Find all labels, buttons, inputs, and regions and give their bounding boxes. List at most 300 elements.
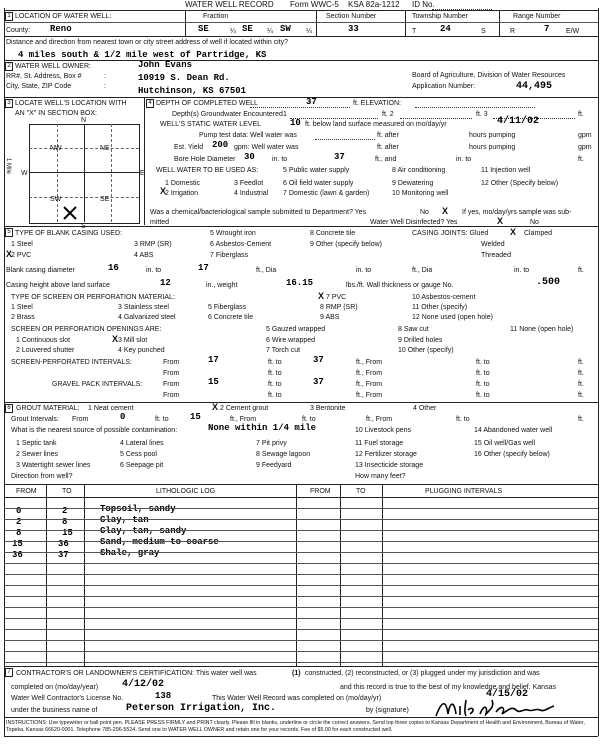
sw-label: SW xyxy=(50,196,62,203)
ft-after: ft. after xyxy=(377,132,399,139)
source-13[interactable]: 13 Insecticide storage xyxy=(355,462,424,469)
screen-2[interactable]: 2 Brass xyxy=(11,314,35,321)
gravel-from[interactable]: 15 xyxy=(208,377,219,387)
ft: ft. xyxy=(578,111,584,118)
static-value[interactable]: 10 xyxy=(290,118,301,128)
ft-from: ft., From xyxy=(356,370,383,377)
contam-value[interactable]: None within 1/4 mile xyxy=(208,423,317,433)
colon: : xyxy=(104,83,106,90)
owner-street[interactable]: 10919 S. Dean Rd. xyxy=(138,73,230,83)
rule xyxy=(4,36,598,37)
fraction-1[interactable]: SE xyxy=(198,24,209,34)
log-row-rule xyxy=(4,607,598,608)
gw-3: ft. 3 xyxy=(476,111,488,118)
in-to: in. to xyxy=(456,156,472,163)
owner-city[interactable]: Hutchinson, KS 67501 xyxy=(138,86,247,96)
section-number: 4 xyxy=(146,99,154,108)
log-to[interactable]: 36 xyxy=(58,539,69,549)
use-4[interactable]: 4 Industrial xyxy=(234,190,269,197)
bore-value[interactable]: 30 xyxy=(244,152,255,162)
yield-rest: gpm: Well water was xyxy=(234,144,299,151)
to: ft. to xyxy=(476,392,490,399)
from: From xyxy=(163,370,180,377)
west-label: W xyxy=(21,170,28,177)
chem-no[interactable]: No xyxy=(420,209,429,216)
owner-label: WATER WELL OWNER: xyxy=(15,63,91,70)
id-number-label: ID No. xyxy=(412,0,435,9)
ft: ft. xyxy=(578,359,584,366)
use-7[interactable]: 7 Domestic (lawn & garden) xyxy=(283,190,370,197)
opening-11[interactable]: 11 None (open hole) xyxy=(510,326,574,333)
contam-label: What is the nearest source of possible contamination: xyxy=(11,427,178,434)
bore-label: Bore Hole Diameter xyxy=(174,156,236,163)
ft-from: ft., From xyxy=(356,359,383,366)
opening-8[interactable]: 8 Saw cut xyxy=(398,326,429,333)
rule xyxy=(29,197,139,198)
log-from[interactable]: 2 xyxy=(16,517,22,527)
depth-value[interactable]: 37 xyxy=(306,97,317,107)
yield-label: Est. Yield xyxy=(174,144,204,151)
rule xyxy=(4,736,598,737)
ft-from: ft., From xyxy=(366,416,393,423)
distance-value[interactable]: 4 miles south & 1/2 mile west of Partridge, KS xyxy=(18,50,267,60)
log-row-rule xyxy=(4,508,598,509)
static-date[interactable]: 4/11/02 xyxy=(497,116,540,127)
rule xyxy=(185,10,186,36)
location-label: LOCATION OF WATER WELL: xyxy=(15,13,112,20)
opening-7[interactable]: 7 Torch cut xyxy=(266,347,301,354)
log-row-rule xyxy=(4,662,598,663)
colon: : xyxy=(104,73,106,80)
blank-in-to: in. to xyxy=(146,267,162,274)
log-from[interactable]: 0 xyxy=(16,506,22,516)
log-to-header: TO xyxy=(62,488,72,495)
rule xyxy=(499,10,500,36)
yield-value[interactable]: 200 xyxy=(212,140,229,150)
rule xyxy=(4,666,598,667)
chem-rest: If yes, mo/day/yrs sample was sub- xyxy=(462,209,572,216)
to: ft. to xyxy=(268,359,282,366)
rule xyxy=(405,10,406,36)
gravel-label: GRAVEL PACK INTERVALS: xyxy=(52,381,143,388)
elevation-label: ft. ELEVATION: xyxy=(353,100,401,107)
grout-from[interactable]: 0 xyxy=(120,412,126,422)
range-ew: E/W xyxy=(566,28,580,35)
screen-pvc-checkmark: X xyxy=(318,291,325,301)
ft-from: ft., From xyxy=(230,416,257,423)
bore-to-value[interactable]: 37 xyxy=(334,152,345,162)
disinfected-yes-checkmark: X xyxy=(497,216,504,226)
casing-4[interactable]: 4 ABS xyxy=(134,252,154,259)
frame-right xyxy=(598,8,599,736)
gpm: gpm xyxy=(578,144,592,151)
application-label: Application Number: xyxy=(412,83,476,90)
use-5[interactable]: 5 Public water supply xyxy=(283,167,350,174)
welded[interactable]: Welded xyxy=(481,241,505,248)
nw-label: NW xyxy=(50,145,62,152)
log-desc[interactable]: Clay, tan xyxy=(100,515,149,525)
screen-6[interactable]: 6 Concrete tile xyxy=(208,314,254,321)
static-label: WELL'S STATIC WATER LEVEL xyxy=(160,121,262,128)
openings-label: SCREEN OR PERFORATION OPENINGS ARE: xyxy=(11,326,162,333)
blank-diam[interactable]: 16 xyxy=(108,263,119,273)
opening-6[interactable]: 6 Wire wrapped xyxy=(266,337,316,344)
business-name[interactable]: Peterson Irrigation, Inc. xyxy=(126,703,277,714)
chem-mitted: mitted xyxy=(150,219,170,226)
rule xyxy=(4,497,598,498)
opening-5[interactable]: 5 Gauzed wrapped xyxy=(266,326,326,333)
plug-header: PLUGGING INTERVALS xyxy=(425,488,503,495)
log-from[interactable]: 36 xyxy=(12,550,23,560)
rule xyxy=(4,226,598,227)
mile-label: 1 Mile xyxy=(5,158,11,175)
opening-3[interactable]: 3 Mill slot xyxy=(118,337,148,344)
license-rest: This Water Well Record was completed on (mo/day/yr) xyxy=(212,695,382,702)
use-10[interactable]: 10 Monitoring well xyxy=(392,190,449,197)
ft: ft. xyxy=(578,370,584,377)
screen-7[interactable]: 7 PVC xyxy=(326,294,347,301)
use-1[interactable]: 1 Domestic xyxy=(165,180,201,187)
instructions: INSTRUCTIONS: Use typewriter or ball point pen. PLEASE PRESS FIRMLY and PRINT clearly. Please fill in blanks, underline or circle the correct answers. Send top three copies to Kansas Department of Health and Environment, Bureau of Water, Topeka, Kansas 66620-0001. Telephone 785-296-5524. Send one to WATER WELL OWNER and retain one for your records. Fee of $5.00 for each constructed well. xyxy=(6,720,585,733)
blank-in-to: in. to xyxy=(356,267,372,274)
signature[interactable] xyxy=(432,696,562,722)
blank-dia: ft., Dia xyxy=(256,267,277,274)
screen-9[interactable]: 9 ABS xyxy=(320,314,340,321)
log-row-rule xyxy=(4,563,598,564)
chem-label: Was a chemical/bacteriological sample submitted to Department? Yes xyxy=(150,209,367,216)
use-8[interactable]: 8 Air conditioning xyxy=(392,167,446,174)
chem-no-checkmark: X xyxy=(442,206,449,216)
threaded[interactable]: Threaded xyxy=(481,252,511,259)
completed-date[interactable]: 4/12/02 xyxy=(122,679,165,690)
hours-pumping: hours pumping xyxy=(469,144,516,151)
frame-left xyxy=(4,8,5,736)
rule xyxy=(4,717,598,718)
quarter-mark: ¼ xyxy=(267,28,273,35)
opening-1[interactable]: 1 Continuous slot xyxy=(16,337,71,344)
source-2[interactable]: 2 Sewer lines xyxy=(16,451,59,458)
township-t: T xyxy=(412,28,417,35)
license-label: Water Well Contractor's License No. xyxy=(11,695,124,702)
rule xyxy=(29,148,139,149)
gw-1: 1 xyxy=(283,111,287,118)
casing-2[interactable]: 2 PVC xyxy=(11,252,32,259)
log-desc[interactable]: Clay, tan, sandy xyxy=(100,526,187,536)
log-row-rule xyxy=(4,574,598,575)
quarter-mark: ¼ xyxy=(306,28,312,35)
static-rest: ft. below land surface measured on mo/day/yr xyxy=(305,121,447,128)
grout-intervals-label: Grout Intervals: xyxy=(11,416,59,423)
log-row-rule xyxy=(4,651,598,652)
pump-test-label: Pump test data: Well water was xyxy=(199,132,297,139)
rule xyxy=(29,172,139,173)
use-2[interactable]: 2 Irrigation xyxy=(165,190,199,197)
blank-to[interactable]: 17 xyxy=(198,263,209,273)
township-s: S xyxy=(481,28,486,35)
log-desc[interactable]: Topsoil, sandy xyxy=(100,504,176,514)
owner-city-label: City, State, ZIP Code xyxy=(6,83,72,90)
form-title: WATER WELL RECORD xyxy=(185,0,274,9)
ft: ft. xyxy=(578,156,584,163)
log-from[interactable]: 8 xyxy=(16,528,22,538)
log-from[interactable]: 15 xyxy=(12,539,23,549)
ft-from: ft., From xyxy=(356,381,383,388)
ne-label: NE xyxy=(100,145,110,152)
to: ft. to xyxy=(476,370,490,377)
section-number: 3 xyxy=(5,99,13,108)
rule xyxy=(46,484,47,666)
signature-label: by (signature) xyxy=(366,707,409,714)
weight-value[interactable]: 16.15 xyxy=(286,278,314,288)
rule xyxy=(144,97,145,225)
fraction-label: Fraction xyxy=(203,13,229,20)
ft: ft. xyxy=(578,267,584,274)
opening-10[interactable]: 10 Other (specify) xyxy=(398,347,454,354)
business-label: under the business name of xyxy=(11,707,98,714)
well-location-x-mark xyxy=(62,205,78,221)
opening-2[interactable]: 2 Louvered shutter xyxy=(16,347,75,354)
source-5[interactable]: 5 Cess pool xyxy=(120,451,157,458)
from: From xyxy=(163,392,180,399)
owner-name[interactable]: John Evans xyxy=(138,60,193,70)
rule xyxy=(250,107,350,108)
casing-9[interactable]: 9 Other (specify below) xyxy=(310,241,382,248)
section-number: 6 xyxy=(5,404,13,413)
locate-label-2: AN "X" IN SECTION BOX: xyxy=(15,110,97,117)
section-value[interactable]: 33 xyxy=(348,24,359,34)
log-desc[interactable]: Shale, gray xyxy=(100,548,160,558)
grout-3[interactable]: 3 Bentonite xyxy=(310,405,346,412)
to: ft. to xyxy=(268,381,282,388)
screen-4[interactable]: 4 Galvanized steel xyxy=(118,314,176,321)
application-number[interactable]: 44,495 xyxy=(516,81,553,92)
disinfected-label: Water Well Disinfected? Yes xyxy=(370,219,458,226)
quarter-mark: ¼ xyxy=(230,28,236,35)
screen-1[interactable]: 1 Steel xyxy=(11,304,33,311)
screen-label: TYPE OF SCREEN OR PERFORATION MATERIAL: xyxy=(11,294,175,301)
screen-5[interactable]: 5 Fiberglass xyxy=(208,304,247,311)
gw-2: ft. 2 xyxy=(382,111,394,118)
section-number: 2 xyxy=(5,62,13,71)
section-number: 1 xyxy=(5,12,13,21)
elevation-line[interactable] xyxy=(415,107,535,108)
source-3[interactable]: 3 Watertight sewer lines xyxy=(16,462,91,469)
screen-int-label: SCREEN-PERFORATED INTERVALS: xyxy=(11,359,132,366)
log-to[interactable]: 37 xyxy=(58,550,69,560)
east-label: E xyxy=(140,170,145,177)
range-r: R xyxy=(510,28,516,35)
weight-label: in., weight xyxy=(206,282,238,289)
county-label: County: xyxy=(6,27,31,34)
county-value[interactable]: Reno xyxy=(50,24,72,34)
ft-after: ft. after xyxy=(377,144,399,151)
opening-9[interactable]: 9 Drilled holes xyxy=(398,337,443,344)
completed-rest: and this record is true to the best of my knowledge and belief. Kansas xyxy=(340,684,556,691)
range-label: Range Number xyxy=(513,13,561,20)
casing-7[interactable]: 7 Fiberglass xyxy=(210,252,249,259)
source-4[interactable]: 4 Lateral lines xyxy=(120,440,164,447)
from: From xyxy=(163,359,180,366)
grout-to[interactable]: 15 xyxy=(190,412,201,422)
source-8[interactable]: 8 Sewage lagoon xyxy=(256,451,311,458)
section-number: 7 xyxy=(5,668,13,677)
ft-to: ft. to xyxy=(155,416,169,423)
grout-4[interactable]: 4 Other xyxy=(413,405,437,412)
use-9[interactable]: 9 Dewatering xyxy=(392,180,434,187)
cement-grout-checkmark: X xyxy=(212,402,219,412)
blank-diam-label: Blank casing diameter xyxy=(6,267,75,274)
north-label: N xyxy=(81,117,87,124)
log-desc[interactable]: Sand, medium to coarse xyxy=(100,537,219,547)
license-number[interactable]: 138 xyxy=(155,691,172,701)
completed-label: completed on (mo/day/year) xyxy=(11,684,99,691)
log-row-rule xyxy=(4,519,598,520)
grout-1[interactable]: 1 Neat cement xyxy=(88,405,134,412)
hours-pumping: hours pumping xyxy=(469,132,516,139)
screen-10[interactable]: 10 Asbestos-cement xyxy=(412,294,476,301)
clamped[interactable]: Clamped xyxy=(524,230,553,237)
source-12[interactable]: 12 Fertilizer storage xyxy=(355,451,417,458)
gw1-line[interactable] xyxy=(290,118,378,119)
grout-label: GROUT MATERIAL: xyxy=(16,405,80,412)
rule xyxy=(84,124,85,222)
source-9[interactable]: 9 Feedyard xyxy=(256,462,292,469)
casing-5[interactable]: 5 Wrought iron xyxy=(210,230,256,237)
gravel-to[interactable]: 37 xyxy=(313,377,324,387)
log-row-rule xyxy=(4,629,598,630)
source-6[interactable]: 6 Seepage pit xyxy=(120,462,164,469)
source-14[interactable]: 14 Abandoned water well xyxy=(474,427,553,434)
screen-to[interactable]: 37 xyxy=(313,355,324,365)
rule xyxy=(57,124,58,222)
cert-option-1[interactable]: (1) xyxy=(292,670,301,677)
ft-to: ft. to xyxy=(456,416,470,423)
screen-8[interactable]: 8 RMP (SR) xyxy=(320,304,358,311)
source-7[interactable]: 7 Pit privy xyxy=(256,440,287,447)
board-label: Board of Agriculture, Division of Water Resources xyxy=(412,72,566,79)
plug-from-header: FROM xyxy=(310,488,331,495)
rule xyxy=(4,402,598,403)
direction-label: Direction from well? xyxy=(11,473,73,480)
rule xyxy=(4,60,598,61)
township-label: Township Number xyxy=(412,13,469,20)
height-label: Casing height above land surface xyxy=(6,282,110,289)
ft: ft. xyxy=(578,416,584,423)
cert-rest: constructed, (2) reconstructed, or (3) plugged under my jurisdiction and was xyxy=(305,670,540,677)
casing-3[interactable]: 3 RMP (SR) xyxy=(134,241,172,248)
casing-8[interactable]: 8 Concrete tile xyxy=(310,230,356,237)
plug-to-header: TO xyxy=(356,488,366,495)
from: From xyxy=(163,381,180,388)
ft-to: ft. to xyxy=(302,416,316,423)
log-to[interactable]: 2 xyxy=(62,506,68,516)
use-6[interactable]: 6 Oil field water supply xyxy=(283,180,354,187)
log-from-header: FROM xyxy=(16,488,37,495)
log-row-rule xyxy=(4,541,598,542)
joints-label: CASING JOINTS: Glued xyxy=(412,230,489,237)
use-12[interactable]: 12 Other (Specify below) xyxy=(481,180,559,187)
use-label: WELL WATER TO BE USED AS: xyxy=(156,167,259,174)
rule xyxy=(382,484,383,666)
source-16[interactable]: 16 Other (specify below) xyxy=(474,451,550,458)
gw2-line[interactable] xyxy=(400,118,472,119)
screen-3[interactable]: 3 Stainless steel xyxy=(118,304,169,311)
glued-checkmark: X xyxy=(510,227,517,237)
section-number-label: Section Number xyxy=(326,13,377,20)
township-value[interactable]: 24 xyxy=(440,24,451,34)
blank-dia: ft., Dia xyxy=(412,267,433,274)
use-11[interactable]: 11 Injection well xyxy=(481,167,531,174)
blank-in-to: in. to xyxy=(514,267,530,274)
casing-6[interactable]: 6 Asbestos-Cement xyxy=(210,241,272,248)
screen-12[interactable]: 12 None used (open hole) xyxy=(412,314,493,321)
owner-address-label: RR#, St. Address, Box # xyxy=(6,73,82,80)
se-label: SE xyxy=(100,196,110,203)
pump-line[interactable] xyxy=(315,139,375,140)
casing-label: TYPE OF BLANK CASING USED: xyxy=(15,230,122,237)
from: From xyxy=(72,416,89,423)
log-row-rule xyxy=(4,618,598,619)
how-many-label: How many feet? xyxy=(355,473,406,480)
rule xyxy=(4,10,598,11)
log-to[interactable]: 8 xyxy=(62,517,68,527)
source-1[interactable]: 1 Septic tank xyxy=(16,440,57,447)
ft: ft. xyxy=(578,392,584,399)
casing-1[interactable]: 1 Steel xyxy=(11,241,33,248)
rule xyxy=(340,484,341,666)
rule xyxy=(4,484,598,485)
fraction-2[interactable]: SE xyxy=(242,24,253,34)
bore-in-to: in. to xyxy=(272,156,288,163)
rule xyxy=(296,484,297,666)
to: ft. to xyxy=(268,370,282,377)
fraction-3[interactable]: SW xyxy=(280,24,291,34)
record-date[interactable]: 4/15/02 xyxy=(486,689,529,700)
ft: ft. xyxy=(578,381,584,388)
source-10[interactable]: 10 Livestock pens xyxy=(355,427,412,434)
form-number: Form WWC-5 xyxy=(290,0,339,9)
range-value[interactable]: 7 xyxy=(544,24,550,34)
rule xyxy=(4,97,598,98)
screen-from[interactable]: 17 xyxy=(208,355,219,365)
to: ft. to xyxy=(268,392,282,399)
log-row-rule xyxy=(4,585,598,586)
source-15[interactable]: 15 Oil well/Gas well xyxy=(474,440,536,447)
bore-rest: ft., and xyxy=(375,156,397,163)
rule xyxy=(111,124,112,222)
opening-4[interactable]: 4 Key punched xyxy=(118,347,165,354)
ksa-reference: KSA 82a-1212 xyxy=(348,0,400,9)
pvc-checkmark: X xyxy=(6,249,13,259)
rule xyxy=(4,22,598,23)
irrigation-checkmark: X xyxy=(160,186,167,196)
use-3[interactable]: 3 Feedlot xyxy=(234,180,264,187)
source-11[interactable]: 11 Fuel storage xyxy=(355,440,404,447)
height-value[interactable]: 12 xyxy=(160,278,171,288)
rule xyxy=(84,484,85,666)
ft-from: ft., From xyxy=(356,392,383,399)
groundwater-label: Depth(s) Groundwater Encountered xyxy=(172,111,283,118)
log-to[interactable]: 15 xyxy=(62,528,73,538)
disinfected-no[interactable]: No xyxy=(530,219,539,226)
grout-2[interactable]: 2 Cement grout xyxy=(220,405,269,412)
cert-label: CONTRACTOR'S OR LANDOWNER'S CERTIFICATION: This water well was xyxy=(16,670,257,677)
log-row-rule xyxy=(4,640,598,641)
screen-11[interactable]: 11 Other (specify) xyxy=(412,304,468,311)
log-row-rule xyxy=(4,552,598,553)
gauge-value[interactable]: .500 xyxy=(536,277,561,288)
section-number: 5 xyxy=(5,228,13,237)
